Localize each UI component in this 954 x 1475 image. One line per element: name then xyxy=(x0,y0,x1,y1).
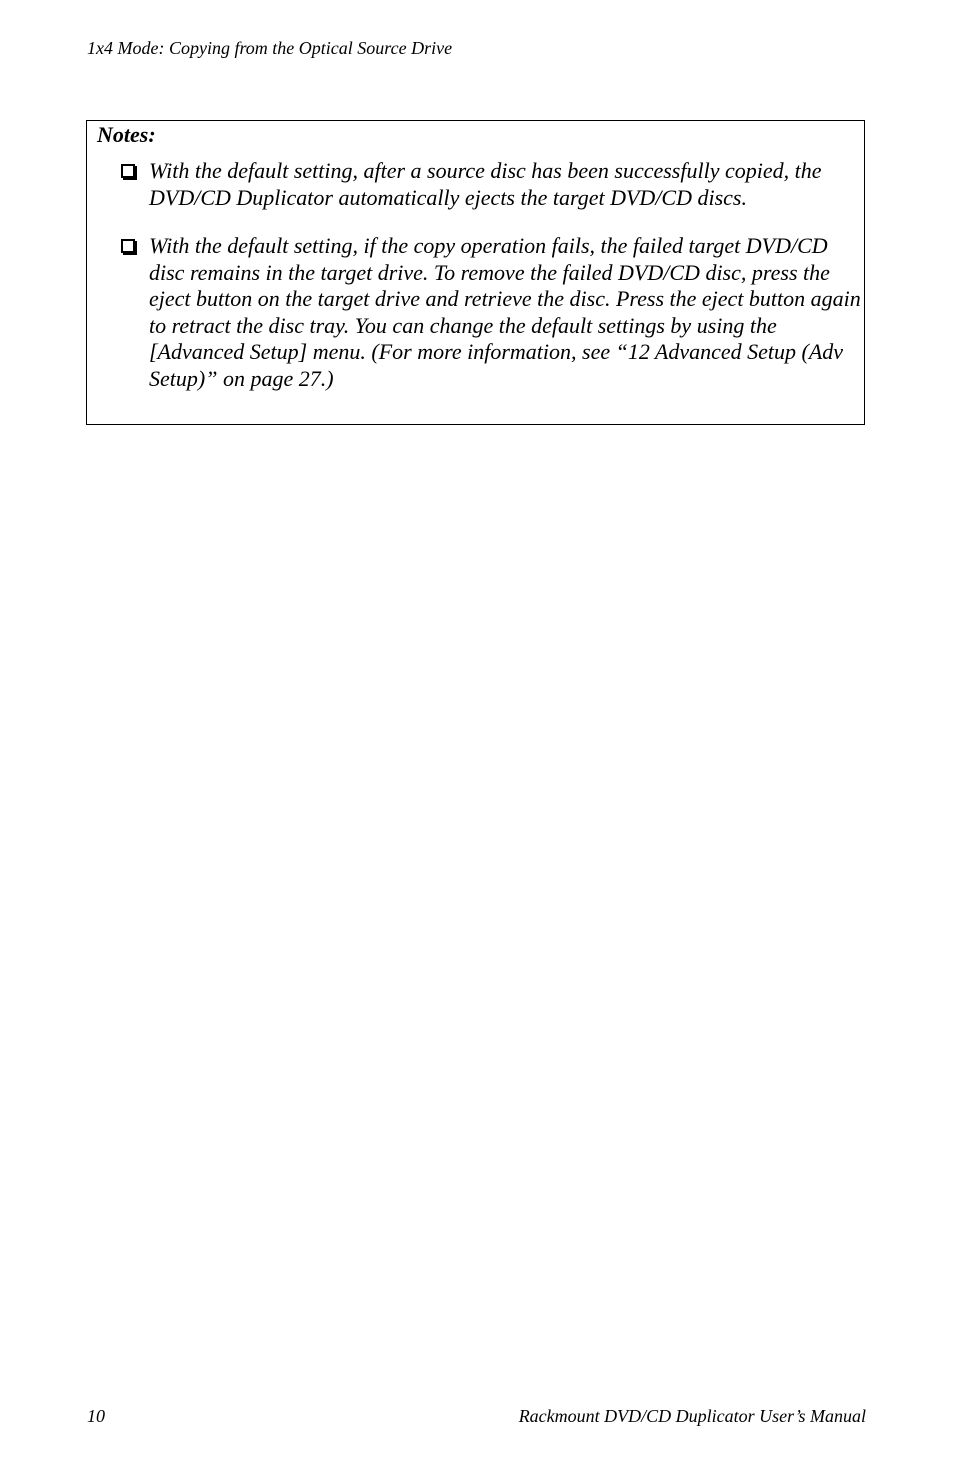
notes-box xyxy=(86,120,865,425)
checkbox-icon xyxy=(121,164,135,178)
running-footer: Rackmount DVD/CD Duplicator User’s Manual xyxy=(518,1406,866,1426)
page-number: 10 xyxy=(87,1406,105,1426)
notes-title: Notes: xyxy=(97,122,156,147)
note-text: With the default setting, after a source disc has been successfully copied, the DVD/CD Duplicator automatically ejects the target DVD/CD discs. xyxy=(149,158,822,210)
running-header: 1x4 Mode: Copying from the Optical Source Drive xyxy=(87,38,453,58)
note-text: With the default setting, if the copy operation fails, the failed target DVD/CD disc remains in the target drive. To remove the failed DVD/CD disc, press the eject button on the target drive and retrieve the disc. Press the eject button again to retract the disc tray. You can change the default settings by using the [Advanced Setup] menu. (For more information, see “12 Advanced Setup (Adv Setup)” on page 27.) xyxy=(149,233,861,391)
checkbox-icon xyxy=(121,239,135,253)
